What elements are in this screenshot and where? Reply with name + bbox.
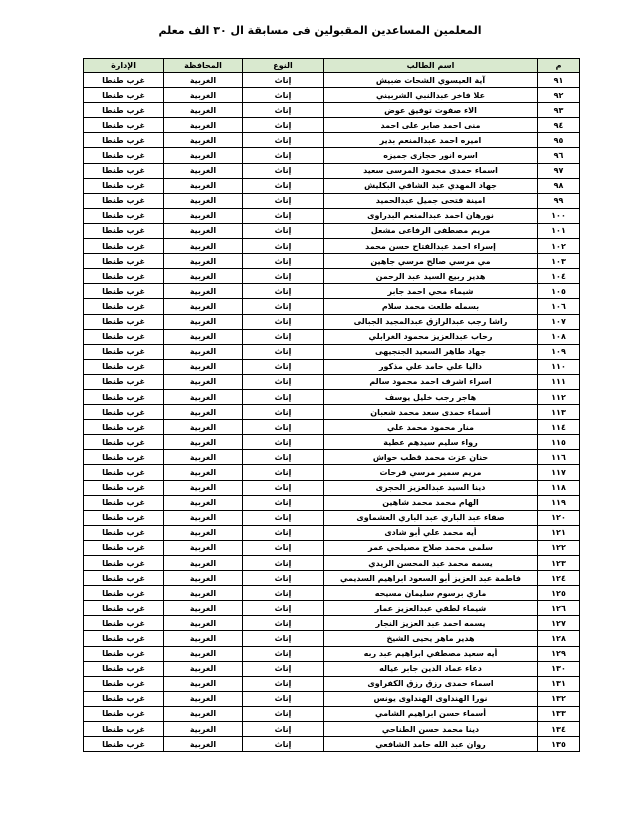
cell-administration: غرب طنطا bbox=[84, 616, 164, 631]
table-row bbox=[84, 148, 580, 163]
cell-name: اسره انور حجازى جميزه bbox=[324, 148, 538, 163]
cell-gender: إناث bbox=[243, 706, 324, 721]
cell-gender: إناث bbox=[243, 616, 324, 631]
cell-administration: غرب طنطا bbox=[84, 495, 164, 510]
cell-administration: غرب طنطا bbox=[84, 163, 164, 178]
cell-name: مريم سمير مرسي فرحات bbox=[324, 465, 538, 480]
table-row bbox=[84, 389, 580, 404]
cell-num: ١٠٦ bbox=[538, 299, 580, 314]
cell-num: ٩١ bbox=[538, 73, 580, 88]
cell-gender: إناث bbox=[243, 269, 324, 284]
cell-name: امينة فتحى جميل عبدالحميد bbox=[324, 193, 538, 208]
cell-governorate: الغربية bbox=[164, 540, 243, 555]
table-row bbox=[84, 465, 580, 480]
cell-name: هدير ماهر يحيى الشيخ bbox=[324, 631, 538, 646]
cell-governorate: الغربية bbox=[164, 737, 243, 752]
cell-gender: إناث bbox=[243, 646, 324, 661]
cell-gender: إناث bbox=[243, 465, 324, 480]
cell-num: ١١٧ bbox=[538, 465, 580, 480]
table-row bbox=[84, 163, 580, 178]
cell-governorate: الغربية bbox=[164, 405, 243, 420]
cell-num: ١١٥ bbox=[538, 435, 580, 450]
cell-num: ١٣٤ bbox=[538, 722, 580, 737]
cell-num: ١١٤ bbox=[538, 420, 580, 435]
cell-administration: غرب طنطا bbox=[84, 133, 164, 148]
table-row bbox=[84, 314, 580, 329]
cell-administration: غرب طنطا bbox=[84, 631, 164, 646]
cell-name: الاء صفوت توفيق عوض bbox=[324, 103, 538, 118]
cell-administration: غرب طنطا bbox=[84, 525, 164, 540]
cell-gender: إناث bbox=[243, 223, 324, 238]
table-row bbox=[84, 223, 580, 238]
cell-administration: غرب طنطا bbox=[84, 118, 164, 133]
cell-name: جهاد المهدي عبد الشافي البكليش bbox=[324, 178, 538, 193]
cell-governorate: الغربية bbox=[164, 178, 243, 193]
cell-num: ٩٣ bbox=[538, 103, 580, 118]
cell-governorate: الغربية bbox=[164, 616, 243, 631]
cell-name: جهاد طاهر السعيد الجنجيهى bbox=[324, 344, 538, 359]
cell-num: ١١١ bbox=[538, 374, 580, 389]
cell-gender: إناث bbox=[243, 571, 324, 586]
cell-administration: غرب طنطا bbox=[84, 73, 164, 88]
table-row bbox=[84, 525, 580, 540]
table-row bbox=[84, 88, 580, 103]
cell-name: بسمله طلعت محمد سلام bbox=[324, 299, 538, 314]
table-row bbox=[84, 420, 580, 435]
cell-governorate: الغربية bbox=[164, 646, 243, 661]
cell-administration: غرب طنطا bbox=[84, 435, 164, 450]
header-administration: الإدارة bbox=[84, 59, 164, 73]
cell-governorate: الغربية bbox=[164, 73, 243, 88]
cell-num: ١٠٠ bbox=[538, 208, 580, 223]
cell-governorate: الغربية bbox=[164, 208, 243, 223]
cell-administration: غرب طنطا bbox=[84, 359, 164, 374]
cell-num: ١٠٢ bbox=[538, 239, 580, 254]
cell-name: مريم مصطفى الرفاعى مشعل bbox=[324, 223, 538, 238]
table-row bbox=[84, 359, 580, 374]
cell-name: يسمه محمد عبد المحسن الريدي bbox=[324, 556, 538, 571]
cell-gender: إناث bbox=[243, 480, 324, 495]
cell-administration: غرب طنطا bbox=[84, 540, 164, 555]
cell-gender: إناث bbox=[243, 73, 324, 88]
cell-gender: إناث bbox=[243, 691, 324, 706]
cell-gender: إناث bbox=[243, 193, 324, 208]
cell-governorate: الغربية bbox=[164, 435, 243, 450]
cell-num: ١٣١ bbox=[538, 676, 580, 691]
cell-gender: إناث bbox=[243, 299, 324, 314]
cell-administration: غرب طنطا bbox=[84, 299, 164, 314]
cell-name: مي مرسي صالح مرسي جاهين bbox=[324, 254, 538, 269]
cell-administration: غرب طنطا bbox=[84, 284, 164, 299]
cell-gender: إناث bbox=[243, 344, 324, 359]
cell-governorate: الغربية bbox=[164, 389, 243, 404]
cell-governorate: الغربية bbox=[164, 163, 243, 178]
cell-name: أيه سعيد مصطفي ابراهيم عبد ربه bbox=[324, 646, 538, 661]
cell-gender: إناث bbox=[243, 676, 324, 691]
cell-governorate: الغربية bbox=[164, 495, 243, 510]
cell-gender: إناث bbox=[243, 359, 324, 374]
table-row bbox=[84, 118, 580, 133]
cell-name: فاطمة عبد العزيز أبو السعود ابراهيم السديمي bbox=[324, 571, 538, 586]
cell-governorate: الغربية bbox=[164, 480, 243, 495]
table-row bbox=[84, 556, 580, 571]
cell-governorate: الغربية bbox=[164, 571, 243, 586]
table-row bbox=[84, 208, 580, 223]
cell-gender: إناث bbox=[243, 133, 324, 148]
table-row bbox=[84, 706, 580, 721]
cell-administration: غرب طنطا bbox=[84, 405, 164, 420]
cell-administration: غرب طنطا bbox=[84, 450, 164, 465]
cell-name: أيه محمد علي أبو شادى bbox=[324, 525, 538, 540]
cell-governorate: الغربية bbox=[164, 148, 243, 163]
table-row bbox=[84, 103, 580, 118]
cell-num: ١٣٥ bbox=[538, 737, 580, 752]
cell-name: دعاء عماد الدين جابر عياله bbox=[324, 661, 538, 676]
table-row bbox=[84, 329, 580, 344]
cell-num: ١٠١ bbox=[538, 223, 580, 238]
cell-administration: غرب طنطا bbox=[84, 314, 164, 329]
cell-gender: إناث bbox=[243, 435, 324, 450]
cell-governorate: الغربية bbox=[164, 193, 243, 208]
cell-administration: غرب طنطا bbox=[84, 722, 164, 737]
cell-gender: إناث bbox=[243, 737, 324, 752]
cell-gender: إناث bbox=[243, 525, 324, 540]
cell-name: رحاب عبدالعزيز محمود الغرابلي bbox=[324, 329, 538, 344]
table-row bbox=[84, 344, 580, 359]
cell-administration: غرب طنطا bbox=[84, 389, 164, 404]
cell-num: ١٣٣ bbox=[538, 706, 580, 721]
cell-gender: إناث bbox=[243, 661, 324, 676]
table-row bbox=[84, 571, 580, 586]
cell-administration: غرب طنطا bbox=[84, 646, 164, 661]
cell-governorate: الغربية bbox=[164, 586, 243, 601]
cell-name: نورهان احمد عبدالمنعم البدراوى bbox=[324, 208, 538, 223]
table-row bbox=[84, 193, 580, 208]
cell-gender: إناث bbox=[243, 103, 324, 118]
table-row bbox=[84, 540, 580, 555]
cell-administration: غرب طنطا bbox=[84, 691, 164, 706]
cell-name: شيماء محي احمد جابر bbox=[324, 284, 538, 299]
cell-num: ١٢٥ bbox=[538, 586, 580, 601]
cell-name: صفاء عبد الباري عبد الباري العشماوى bbox=[324, 510, 538, 525]
cell-name: روان عبد الله حامد الشافعي bbox=[324, 737, 538, 752]
cell-gender: إناث bbox=[243, 495, 324, 510]
header-num: م bbox=[538, 59, 580, 73]
cell-num: ٩٢ bbox=[538, 88, 580, 103]
cell-gender: إناث bbox=[243, 314, 324, 329]
cell-administration: غرب طنطا bbox=[84, 374, 164, 389]
cell-administration: غرب طنطا bbox=[84, 254, 164, 269]
cell-gender: إناث bbox=[243, 586, 324, 601]
cell-num: ١١٠ bbox=[538, 359, 580, 374]
cell-num: ١٢٧ bbox=[538, 616, 580, 631]
cell-governorate: الغربية bbox=[164, 556, 243, 571]
cell-governorate: الغربية bbox=[164, 465, 243, 480]
cell-governorate: الغربية bbox=[164, 510, 243, 525]
table-row bbox=[84, 631, 580, 646]
table-row bbox=[84, 480, 580, 495]
cell-governorate: الغربية bbox=[164, 254, 243, 269]
cell-governorate: الغربية bbox=[164, 344, 243, 359]
cell-num: ٩٧ bbox=[538, 163, 580, 178]
table-row bbox=[84, 691, 580, 706]
cell-administration: غرب طنطا bbox=[84, 344, 164, 359]
cell-name: دينا السيد عبدالعزيز الحجرى bbox=[324, 480, 538, 495]
table-row bbox=[84, 601, 580, 616]
cell-governorate: الغربية bbox=[164, 239, 243, 254]
table-row bbox=[84, 722, 580, 737]
table-row bbox=[84, 239, 580, 254]
table-row bbox=[84, 73, 580, 88]
cell-gender: إناث bbox=[243, 178, 324, 193]
cell-governorate: الغربية bbox=[164, 601, 243, 616]
cell-governorate: الغربية bbox=[164, 661, 243, 676]
cell-administration: غرب طنطا bbox=[84, 208, 164, 223]
cell-name: هدير ربيع السيد عبد الرحمن bbox=[324, 269, 538, 284]
cell-num: ١٠٩ bbox=[538, 344, 580, 359]
cell-num: ١١٨ bbox=[538, 480, 580, 495]
table-row bbox=[84, 646, 580, 661]
cell-num: ١١٣ bbox=[538, 405, 580, 420]
cell-num: ١٢٦ bbox=[538, 601, 580, 616]
cell-num: ١١٩ bbox=[538, 495, 580, 510]
cell-gender: إناث bbox=[243, 148, 324, 163]
cell-governorate: الغربية bbox=[164, 299, 243, 314]
cell-gender: إناث bbox=[243, 405, 324, 420]
cell-gender: إناث bbox=[243, 254, 324, 269]
table-row bbox=[84, 299, 580, 314]
cell-governorate: الغربية bbox=[164, 88, 243, 103]
cell-num: ١٢٢ bbox=[538, 540, 580, 555]
table-row bbox=[84, 374, 580, 389]
cell-administration: غرب طنطا bbox=[84, 329, 164, 344]
cell-governorate: الغربية bbox=[164, 420, 243, 435]
cell-name: اسماء حمدى رزق رزق الكفراوى bbox=[324, 676, 538, 691]
cell-administration: غرب طنطا bbox=[84, 571, 164, 586]
cell-gender: إناث bbox=[243, 510, 324, 525]
cell-name: آية العيسوي الشحات ضبيش bbox=[324, 73, 538, 88]
cell-gender: إناث bbox=[243, 329, 324, 344]
cell-governorate: الغربية bbox=[164, 631, 243, 646]
cell-num: ١٠٨ bbox=[538, 329, 580, 344]
cell-gender: إناث bbox=[243, 239, 324, 254]
cell-governorate: الغربية bbox=[164, 706, 243, 721]
cell-governorate: الغربية bbox=[164, 359, 243, 374]
cell-administration: غرب طنطا bbox=[84, 586, 164, 601]
cell-gender: إناث bbox=[243, 420, 324, 435]
cell-governorate: الغربية bbox=[164, 223, 243, 238]
cell-num: ١٠٣ bbox=[538, 254, 580, 269]
cell-name: علا فاخر عبدالنبي الشربيني bbox=[324, 88, 538, 103]
cell-name: داليا علي حامد علي مذكور bbox=[324, 359, 538, 374]
cell-name: منى احمد صابر على احمد bbox=[324, 118, 538, 133]
cell-governorate: الغربية bbox=[164, 329, 243, 344]
cell-governorate: الغربية bbox=[164, 450, 243, 465]
cell-governorate: الغربية bbox=[164, 133, 243, 148]
cell-governorate: الغربية bbox=[164, 722, 243, 737]
table-header-row bbox=[84, 59, 580, 73]
cell-num: ١٠٧ bbox=[538, 314, 580, 329]
cell-name: راشا رجب عبدالرازق عبدالمجيد الجبالى bbox=[324, 314, 538, 329]
cell-administration: غرب طنطا bbox=[84, 706, 164, 721]
cell-name: سلمى محمد صلاح مصيلحي عمر bbox=[324, 540, 538, 555]
cell-administration: غرب طنطا bbox=[84, 601, 164, 616]
page-title: المعلمين المساعدين المقبولين فى مسابقة ال ٣٠ الف معلم bbox=[158, 24, 482, 37]
teachers-table bbox=[83, 58, 580, 752]
cell-name: ماري برسوم سليمان مسيحه bbox=[324, 586, 538, 601]
cell-num: ٩٤ bbox=[538, 118, 580, 133]
cell-num: ٩٥ bbox=[538, 133, 580, 148]
cell-name: اميره احمد عبدالمنعم بدير bbox=[324, 133, 538, 148]
cell-gender: إناث bbox=[243, 284, 324, 299]
cell-name: نورا الهنداوى الهنداوى يونس bbox=[324, 691, 538, 706]
cell-num: ٩٨ bbox=[538, 178, 580, 193]
cell-num: ١١٢ bbox=[538, 389, 580, 404]
cell-gender: إناث bbox=[243, 540, 324, 555]
cell-administration: غرب طنطا bbox=[84, 223, 164, 238]
cell-num: ١٣٢ bbox=[538, 691, 580, 706]
cell-gender: إناث bbox=[243, 722, 324, 737]
cell-num: ١٢٤ bbox=[538, 571, 580, 586]
cell-administration: غرب طنطا bbox=[84, 269, 164, 284]
cell-num: ١٢٩ bbox=[538, 646, 580, 661]
table-row bbox=[84, 133, 580, 148]
cell-governorate: الغربية bbox=[164, 284, 243, 299]
cell-administration: غرب طنطا bbox=[84, 193, 164, 208]
table-row bbox=[84, 510, 580, 525]
table-row bbox=[84, 737, 580, 752]
cell-administration: غرب طنطا bbox=[84, 556, 164, 571]
cell-administration: غرب طنطا bbox=[84, 510, 164, 525]
table-row bbox=[84, 586, 580, 601]
cell-num: ١٢٠ bbox=[538, 510, 580, 525]
cell-administration: غرب طنطا bbox=[84, 661, 164, 676]
cell-name: الهام محمد محمد شاهين bbox=[324, 495, 538, 510]
cell-administration: غرب طنطا bbox=[84, 88, 164, 103]
table-row bbox=[84, 284, 580, 299]
table-body bbox=[84, 73, 580, 752]
cell-num: ١٣٠ bbox=[538, 661, 580, 676]
cell-administration: غرب طنطا bbox=[84, 737, 164, 752]
cell-administration: غرب طنطا bbox=[84, 239, 164, 254]
cell-governorate: الغربية bbox=[164, 374, 243, 389]
cell-name: إسراء احمد عبدالفتاح حسن محمد bbox=[324, 239, 538, 254]
cell-gender: إناث bbox=[243, 118, 324, 133]
cell-administration: غرب طنطا bbox=[84, 178, 164, 193]
cell-gender: إناث bbox=[243, 88, 324, 103]
header-gender: النوع bbox=[243, 59, 324, 73]
header-governorate: المحافظة bbox=[164, 59, 243, 73]
cell-name: شيماء لطفي عبدالعزيز عمار bbox=[324, 601, 538, 616]
cell-name: دينا محمد حسن الطناحي bbox=[324, 722, 538, 737]
cell-gender: إناث bbox=[243, 208, 324, 223]
cell-governorate: الغربية bbox=[164, 525, 243, 540]
cell-gender: إناث bbox=[243, 601, 324, 616]
cell-gender: إناث bbox=[243, 556, 324, 571]
cell-name: يسمه احمد عبد العزيز النجار bbox=[324, 616, 538, 631]
header-name: اسم الطالب bbox=[324, 59, 538, 73]
cell-governorate: الغربية bbox=[164, 676, 243, 691]
cell-administration: غرب طنطا bbox=[84, 148, 164, 163]
cell-num: ١٢٣ bbox=[538, 556, 580, 571]
cell-administration: غرب طنطا bbox=[84, 465, 164, 480]
cell-administration: غرب طنطا bbox=[84, 103, 164, 118]
cell-gender: إناث bbox=[243, 163, 324, 178]
cell-gender: إناث bbox=[243, 631, 324, 646]
cell-governorate: الغربية bbox=[164, 103, 243, 118]
cell-name: منار محمود محمد علي bbox=[324, 420, 538, 435]
cell-gender: إناث bbox=[243, 389, 324, 404]
table-row bbox=[84, 269, 580, 284]
cell-governorate: الغربية bbox=[164, 691, 243, 706]
cell-num: ٩٩ bbox=[538, 193, 580, 208]
cell-num: ١٠٤ bbox=[538, 269, 580, 284]
table-row bbox=[84, 450, 580, 465]
cell-num: ١٠٥ bbox=[538, 284, 580, 299]
cell-name: هاجر رجب خليل يوسف bbox=[324, 389, 538, 404]
cell-name: أسماء حمدى سعد محمد شعبان bbox=[324, 405, 538, 420]
cell-gender: إناث bbox=[243, 374, 324, 389]
cell-gender: إناث bbox=[243, 450, 324, 465]
table-row bbox=[84, 254, 580, 269]
cell-administration: غرب طنطا bbox=[84, 676, 164, 691]
cell-name: أسماء حسن ابراهيم الشامي bbox=[324, 706, 538, 721]
cell-num: ١٢٨ bbox=[538, 631, 580, 646]
cell-name: رواء سليم سيدهم عطية bbox=[324, 435, 538, 450]
table-row bbox=[84, 661, 580, 676]
table-row bbox=[84, 616, 580, 631]
table-row bbox=[84, 435, 580, 450]
cell-name: حنان عزت محمد قطب حواش bbox=[324, 450, 538, 465]
cell-num: ١٢١ bbox=[538, 525, 580, 540]
cell-governorate: الغربية bbox=[164, 269, 243, 284]
cell-administration: غرب طنطا bbox=[84, 420, 164, 435]
table-row bbox=[84, 495, 580, 510]
cell-num: ١١٦ bbox=[538, 450, 580, 465]
table-row bbox=[84, 178, 580, 193]
cell-name: اسراء اشرف احمد محمود سالم bbox=[324, 374, 538, 389]
cell-governorate: الغربية bbox=[164, 314, 243, 329]
table-row bbox=[84, 676, 580, 691]
cell-administration: غرب طنطا bbox=[84, 480, 164, 495]
table-row bbox=[84, 405, 580, 420]
cell-name: اسماء حمدى محمود المرسى سعيد bbox=[324, 163, 538, 178]
cell-governorate: الغربية bbox=[164, 118, 243, 133]
cell-num: ٩٦ bbox=[538, 148, 580, 163]
